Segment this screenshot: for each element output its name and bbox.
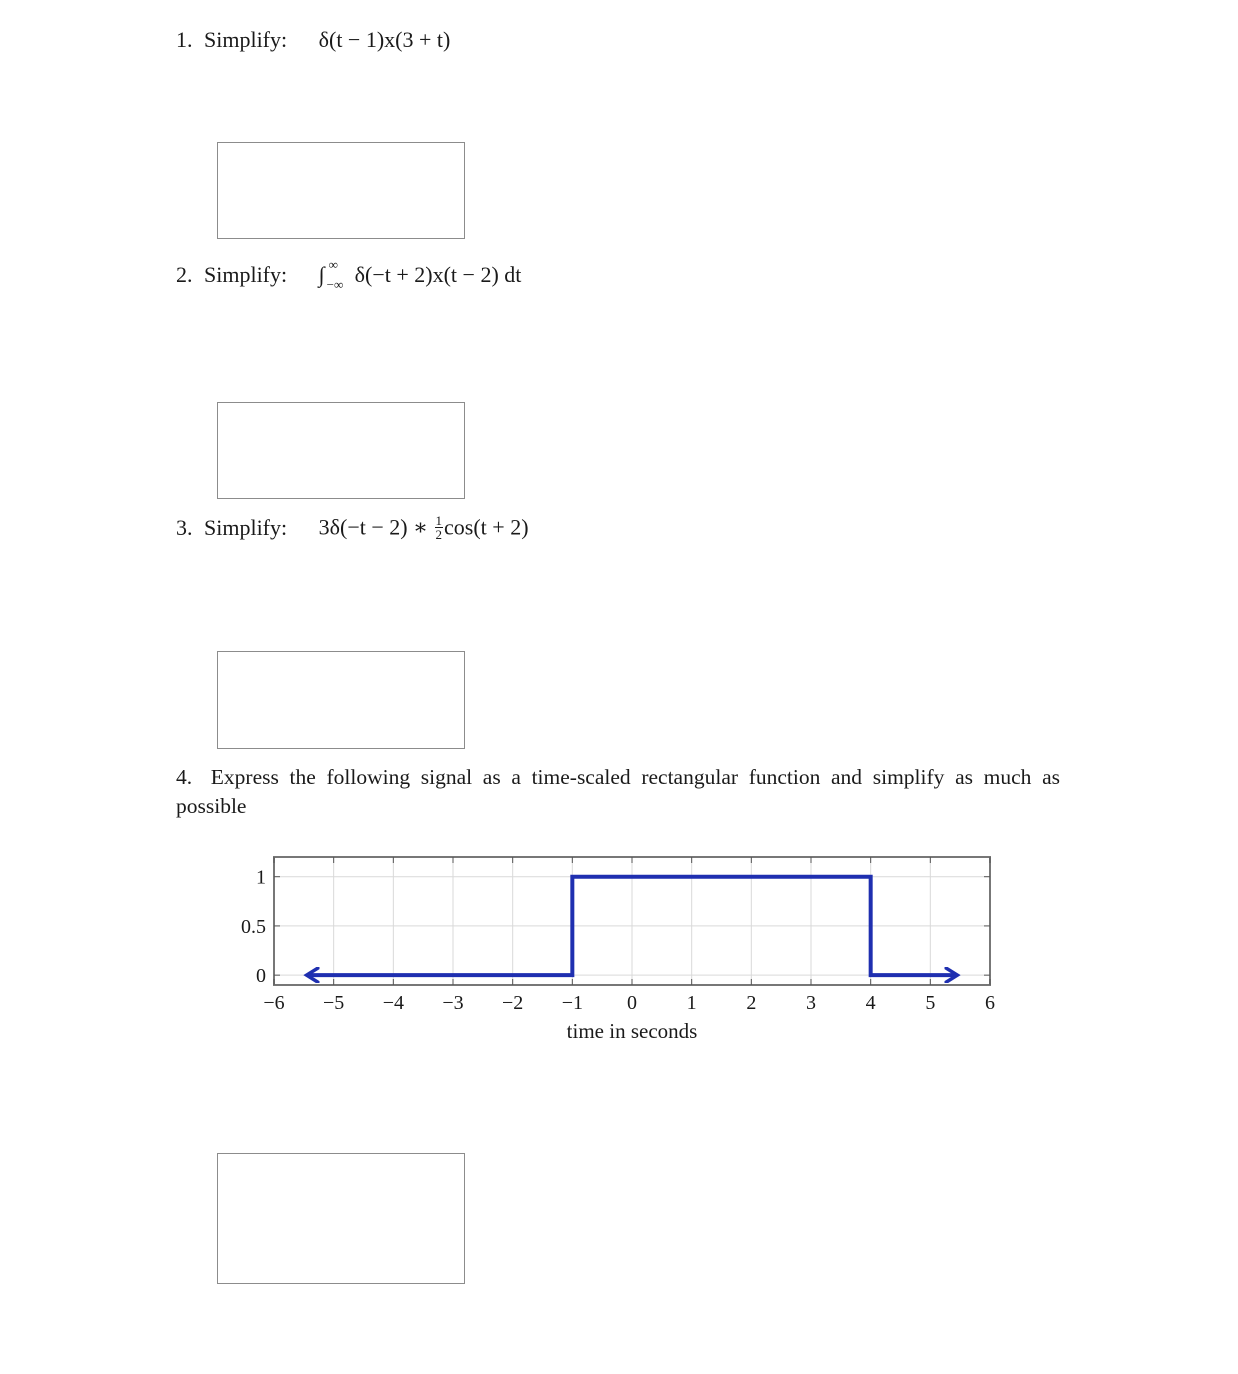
x-tick-label: 1 xyxy=(686,992,697,1014)
question-3-number: 3. xyxy=(176,514,193,540)
question-3-expression-before: 3δ(−t − 2) ∗ xyxy=(318,514,429,540)
question-2-prompt: Simplify: xyxy=(204,262,288,287)
answer-box-4[interactable] xyxy=(217,1153,465,1284)
chart-series xyxy=(310,877,954,975)
chart-ticks xyxy=(274,857,990,985)
x-tick-label: −6 xyxy=(263,992,285,1014)
x-axis-label: time in seconds xyxy=(566,1019,698,1043)
chart-plot-frame xyxy=(274,857,990,985)
question-2 xyxy=(176,257,522,292)
question-1-expression: δ(t − 1)x(3 + t) xyxy=(318,27,451,52)
y-tick-label: 0 xyxy=(256,965,266,988)
x-tick-label: 5 xyxy=(925,992,936,1014)
x-tick-label: 4 xyxy=(865,992,876,1014)
question-3-expression-after: cos(t + 2) xyxy=(444,514,529,540)
question-1 xyxy=(176,29,450,51)
x-tick-label: 3 xyxy=(806,992,816,1014)
x-tick-label: −2 xyxy=(502,992,524,1014)
x-tick-label: 2 xyxy=(746,992,757,1014)
question-2-number: 2. xyxy=(176,262,193,287)
question-3 xyxy=(176,513,529,543)
question-1-number: 1. xyxy=(176,27,193,52)
question-3-prompt: Simplify: xyxy=(204,514,288,540)
chart-grid xyxy=(274,857,990,985)
x-tick-label: −3 xyxy=(442,992,464,1014)
x-tick-label: 0 xyxy=(627,992,637,1014)
answer-box-3[interactable] xyxy=(217,651,465,749)
question-3-math xyxy=(318,513,529,543)
integral-symbol: ∫ ∞ −∞ xyxy=(318,257,344,292)
x-tick-label: −4 xyxy=(382,992,404,1014)
question-2-math xyxy=(318,257,522,292)
question-2-expression: δ(−t + 2)x(t − 2) dt xyxy=(354,262,522,287)
y-tick-label: 0.5 xyxy=(241,915,266,938)
question-1-prompt: Simplify: xyxy=(204,27,288,52)
x-tick-label: −5 xyxy=(323,992,345,1014)
answer-box-1[interactable] xyxy=(217,142,465,239)
integral-upper-limit: ∞ xyxy=(328,257,338,272)
chart-labels xyxy=(241,867,995,1014)
signal-line xyxy=(310,877,954,975)
x-tick-label: −1 xyxy=(561,992,583,1014)
fraction-one-half xyxy=(435,514,444,541)
fraction-numerator: 1 xyxy=(435,513,443,528)
y-tick-label: 1 xyxy=(256,866,266,889)
question-4 xyxy=(176,763,1060,821)
answer-box-2[interactable] xyxy=(217,402,465,499)
question-4-number: 4. xyxy=(176,765,193,789)
x-tick-label: 6 xyxy=(985,992,995,1014)
question-4-prompt: Express the following signal as a time-scaled rectangular function and simplify as much as possible xyxy=(176,765,1060,818)
integral-lower-limit: −∞ xyxy=(326,277,344,292)
fraction-denominator: 2 xyxy=(435,527,443,542)
